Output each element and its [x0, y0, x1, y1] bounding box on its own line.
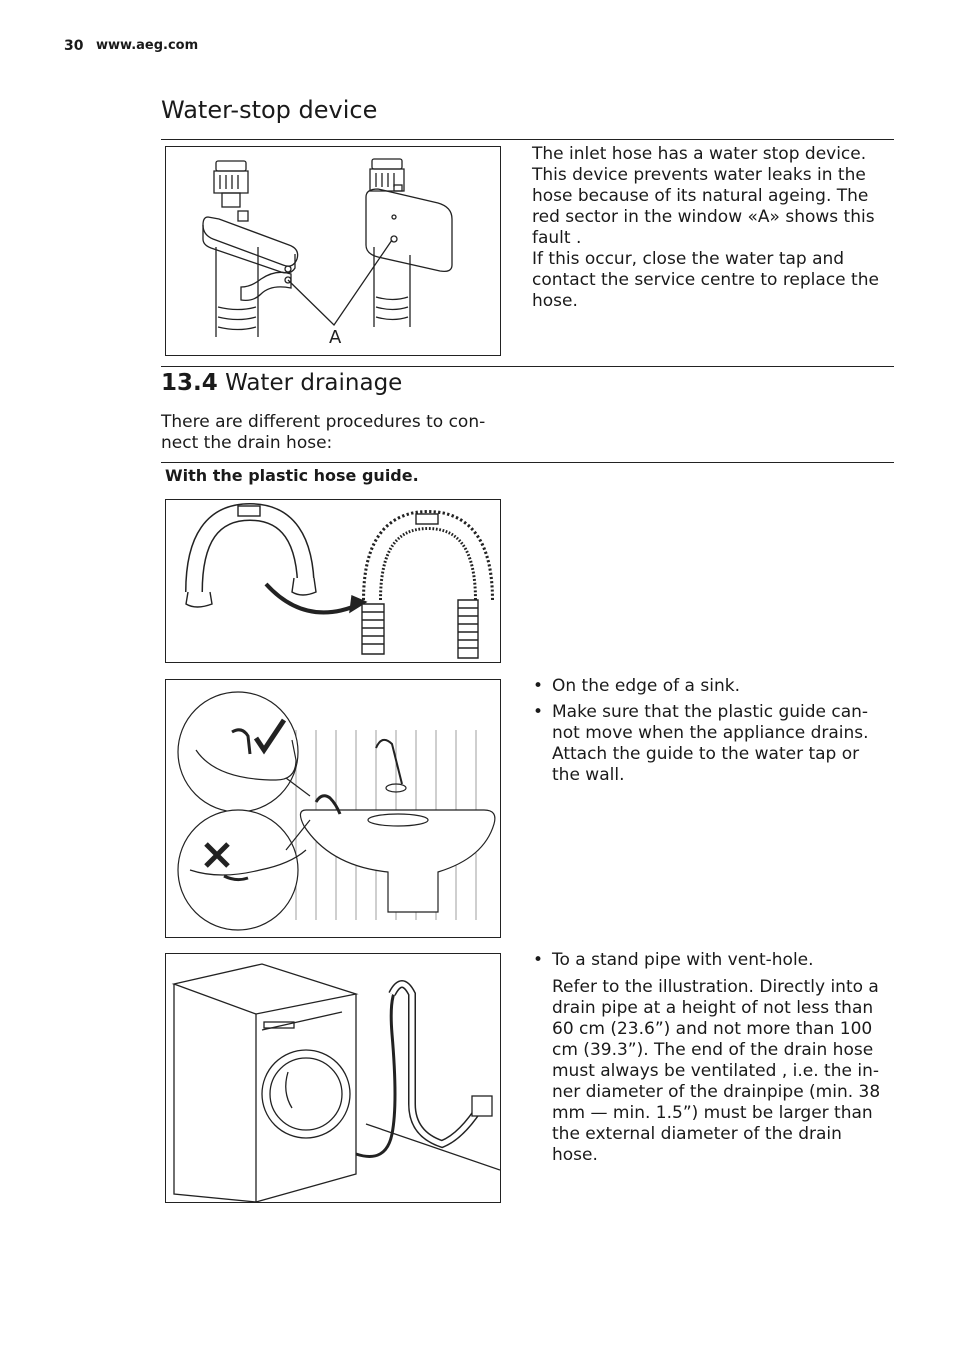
bullet-list [532, 950, 888, 971]
section-title-text: Water drainage [225, 370, 403, 396]
hose-guide-illustration [165, 499, 501, 663]
section-divider [161, 139, 894, 140]
bullet-item: • To a stand pipe with vent-hole. [532, 950, 888, 971]
stand-pipe-text [532, 950, 888, 1166]
section-divider [161, 462, 894, 463]
stand-pipe-illustration [165, 953, 501, 1203]
water-stop-body-2: If this occur, close the water tap and contact the service centre to replace the hose. [532, 249, 879, 311]
website-url[interactable]: www.aeg.com [96, 38, 199, 53]
water-stop-description [532, 144, 888, 312]
figure-label-a: A [329, 327, 342, 348]
subheading-plastic-guide: With the plastic hose guide. [165, 466, 419, 485]
page-number: 30 [64, 38, 84, 54]
bullet-item: • Make sure that the plastic guide can- not move when the appliance drains. Attach the guide to the water tap or the wall. [532, 702, 888, 786]
bullet-list [532, 676, 888, 786]
stand-pipe-body: Refer to the illustration. Directly into a drain pipe at a height of not less than 60 cm (23.6”) and not more than 100 cm (39.3”). The end of the drain hose must always be ventilated , i.e. the in- ner diameter of the drainpipe (min. 38 mm — min. 1.5”) must be larger than the external diameter of the drain hose. [552, 977, 881, 1165]
sink-edge-illustration [165, 679, 501, 938]
sink-bullets [532, 676, 888, 791]
section-title-water-drainage [161, 370, 402, 396]
drainage-intro: There are different procedures to con- nect the drain hose: [161, 412, 486, 453]
water-stop-illustration [165, 146, 501, 356]
section-number: 13.4 [161, 370, 218, 396]
bullet-item: • On the edge of a sink. [532, 676, 888, 697]
water-stop-body: The inlet hose has a water stop device. This device prevents water leaks in the hose because of its natural ageing. The red sector in the window «A» shows this fault . [532, 144, 875, 248]
section-divider [161, 366, 894, 367]
section-title-water-stop: Water-stop device [161, 96, 378, 124]
